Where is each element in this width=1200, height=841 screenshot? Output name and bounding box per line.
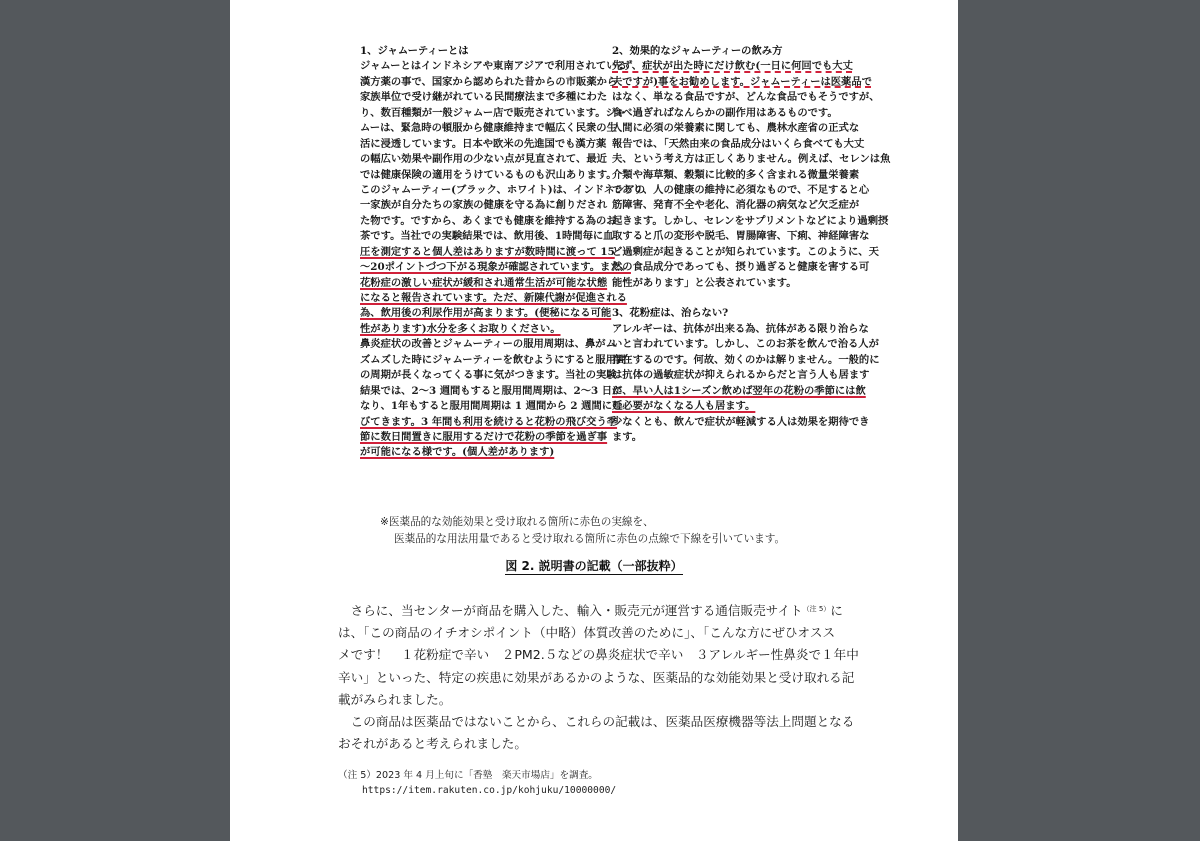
figure-line: り、数百種類が一般ジャムー店で販売されています。ジャ: [360, 106, 626, 119]
figure-line-dotted: 夫ですが)事をお勧めします。ジャムーティーは医薬品で: [612, 75, 872, 88]
figure-line: ど過剰症が起きることが知られています。このように、天: [612, 245, 879, 258]
figure-line: 家族単位で受け継がれている民間療法まで多種にわた: [360, 91, 608, 104]
figure-line: 鼻炎症状の改善とジャムーティーの服用周期は、鼻がム: [360, 338, 616, 351]
figure-line: このジャムーティー(ブラック、ホワイト)は、インドネシアの: [360, 183, 646, 196]
figure-left-column: [360, 44, 646, 461]
figure-line: ズムズした時にジャムーティーを飲むようにすると服用間: [360, 353, 627, 366]
figure-line: 3、花粉症は、治らない?: [612, 307, 729, 320]
figure-line: 食べ過ぎればなんらかの副作用はあるものです。: [612, 106, 838, 119]
figure-line: 漢方薬の事で、国家から認められた昔からの市販薬から: [360, 75, 618, 88]
figure-line: はなく、単なる食品ですが、どんな食品でもそうですが、: [612, 91, 880, 104]
figure-line: 2、効果的なジャムーティーの飲み方: [612, 45, 783, 57]
figure-line-underlined: 花粉症の激しい症状が緩和され通常生活が可能な状態: [360, 276, 608, 289]
figure-line: 然の食品成分であっても、摂り過ぎると健康を害する可: [612, 261, 870, 274]
figure-line: 結果では、2～3 週間もすると服用間周期は、2～3 日に: [360, 384, 623, 397]
paragraph-line: 載がみられました。: [338, 691, 452, 707]
figure-line: の幅広い効果や副作用の少ない点が見直されて、最近: [360, 153, 607, 166]
figure-line: なり、1年もすると服用間周期は 1 週間から 2 週間に延: [360, 400, 623, 413]
paragraph-line: [338, 598, 873, 622]
figure-line: 筋障害、発育不全や老化、消化器の病気など欠乏症が: [612, 199, 860, 212]
figure-line: の周期が長くなってくる事に気がつきます。当社の実験: [360, 369, 617, 382]
paragraph-line: メです！ １花粉症で辛い ２PM2.５などの鼻炎症状で辛い ３アレルギー性鼻炎で１年中: [338, 647, 859, 663]
figure-line-dotted: 先ず、症状が出た時にだけ飲む(一日に何回でも大丈: [612, 60, 853, 73]
paragraph-line: 辛い」といった、特定の疾患に効果があるかのような、医薬品的な効能効果と受け取れる記: [338, 669, 855, 685]
figure-line: 夫、という考え方は正しくありません。例えば、セレンは魚: [612, 153, 891, 166]
figure-line: 存在するのです。何故、効くのかは解りません。一般的に: [612, 353, 880, 366]
figure-line: 人間に必須の栄養素に関しても、農林水産省の正式な: [612, 122, 860, 135]
figure-line: た物です。ですから、あくまでも健康を維持する為のお: [360, 214, 617, 227]
figure-line: は抗体の過敏症状が抑えられるからだと言う人も居ます: [612, 369, 870, 382]
figure-line: 介類や海草類、穀類に比較的多く含まれる微量栄養素: [612, 168, 860, 181]
figure-line: アレルギーは、抗体が出来る為、抗体がある限り治らな: [612, 322, 869, 335]
figure-line: ジャムーとはインドネシアや東南アジアで利用されている: [360, 60, 627, 73]
figure-caption: [230, 557, 958, 574]
paragraph-text: さらに、当センターが商品を購入した、輸入・販売元が運営する通信販売サイト: [338, 603, 803, 618]
paragraph-line: この商品は医薬品ではないことから、これらの記載は、医薬品医療機器等法上問題となる: [338, 714, 855, 730]
figure-line: ます。: [612, 430, 643, 443]
scanned-figure: [360, 44, 891, 504]
figure-line: 少なくとも、飲んで症状が軽減する人は効果を期待でき: [612, 415, 870, 428]
figure-line: 起きます。しかし、セレンをサプリメントなどにより過剰摂: [612, 214, 889, 227]
paragraph-line: おそれがあると考えられました。: [338, 736, 527, 752]
figure-line-underlined: が、早い人は1シーズン飲めば翌年の花粉の季節には飲: [612, 384, 866, 397]
figure-line: 報告では、「天然由来の食品成分はいくら食べても大丈: [612, 137, 865, 150]
footnote-url[interactable]: https://item.rakuten.co.jp/kohjuku/10000000/: [362, 785, 617, 796]
figure-line: 一家族が自分たちの家族の健康を守る為に創りだされ: [360, 199, 608, 212]
figure-line: [612, 291, 852, 306]
figure-line: であり、人の健康の維持に必須なもので、不足すると心: [612, 183, 870, 196]
figure-line: 能性があります」と公表されています。: [612, 276, 797, 289]
footnote: [338, 768, 616, 798]
footnote-ref[interactable]: （注 5）: [802, 605, 831, 613]
figure-caption-text: 図 2. 説明書の記載（一部抜粋）: [505, 559, 683, 573]
paragraph-text: に: [830, 603, 843, 618]
figure-note-line: ※医薬品的な効能効果と受け取れる箇所に赤色の実線を、: [380, 516, 654, 528]
figure-line: ムーは、緊急時の頓服から健康維持まで幅広く民衆の生: [360, 122, 617, 135]
figure-line: 取すると爪の変形や脱毛、胃腸障害、下痢、神経障害な: [612, 230, 870, 243]
figure-line-underlined: びてきます。3 年間も利用を続けると花粉の飛び交う季: [360, 415, 618, 428]
figure-line: 1、ジャムーティーとは: [360, 45, 469, 57]
figure-line: いと言われています。しかし、このお茶を飲んで治る人が: [612, 338, 879, 351]
figure-line-underlined: 性があります)水分を多くお取りください。: [360, 322, 561, 335]
figure-line-underlined: ～20ポイントづつ下がる現象が確認されています。また、: [360, 261, 631, 274]
figure-line-underlined: む必要がなくなる人も居ます。: [612, 400, 756, 413]
figure-line: 茶です。当社での実験結果では、飲用後、1時間毎に血: [360, 230, 614, 243]
figure-right-column: [612, 44, 891, 445]
document-page: [230, 0, 958, 841]
figure-line: 活に浸透しています。日本や欧米の先進国でも漢方薬: [360, 137, 607, 150]
body-text: [338, 598, 873, 755]
figure-line-underlined: になると報告されています。ただ、新陳代謝が促進される: [360, 292, 627, 304]
figure-line-underlined: が可能になる様です。(個人差があります): [360, 446, 555, 459]
figure-note: [380, 514, 785, 548]
figure-line-underlined: 圧を測定すると個人差はありますが数時間に渡って 15: [360, 245, 615, 258]
paragraph-line: は、「この商品のイチオシポイント（中略）体質改善のために」、「こんな方にぜひオスス: [338, 625, 836, 641]
figure-note-line: 医薬品的な用法用量であると受け取れる箇所に赤色の点線で下線を引いています。: [394, 533, 786, 545]
footnote-text: （注 5）2023 年 4 月上旬に「香塾 楽天市場店」を調査。: [338, 770, 598, 781]
figure-line-underlined: 為、飲用後の利尿作用が高まります。(便秘になる可能: [360, 307, 612, 320]
figure-line-underlined: 節に数日間置きに服用するだけで花粉の季節を過ぎ事: [360, 430, 608, 443]
figure-line: では健康保険の適用をうけているものも沢山あります。: [360, 168, 617, 181]
